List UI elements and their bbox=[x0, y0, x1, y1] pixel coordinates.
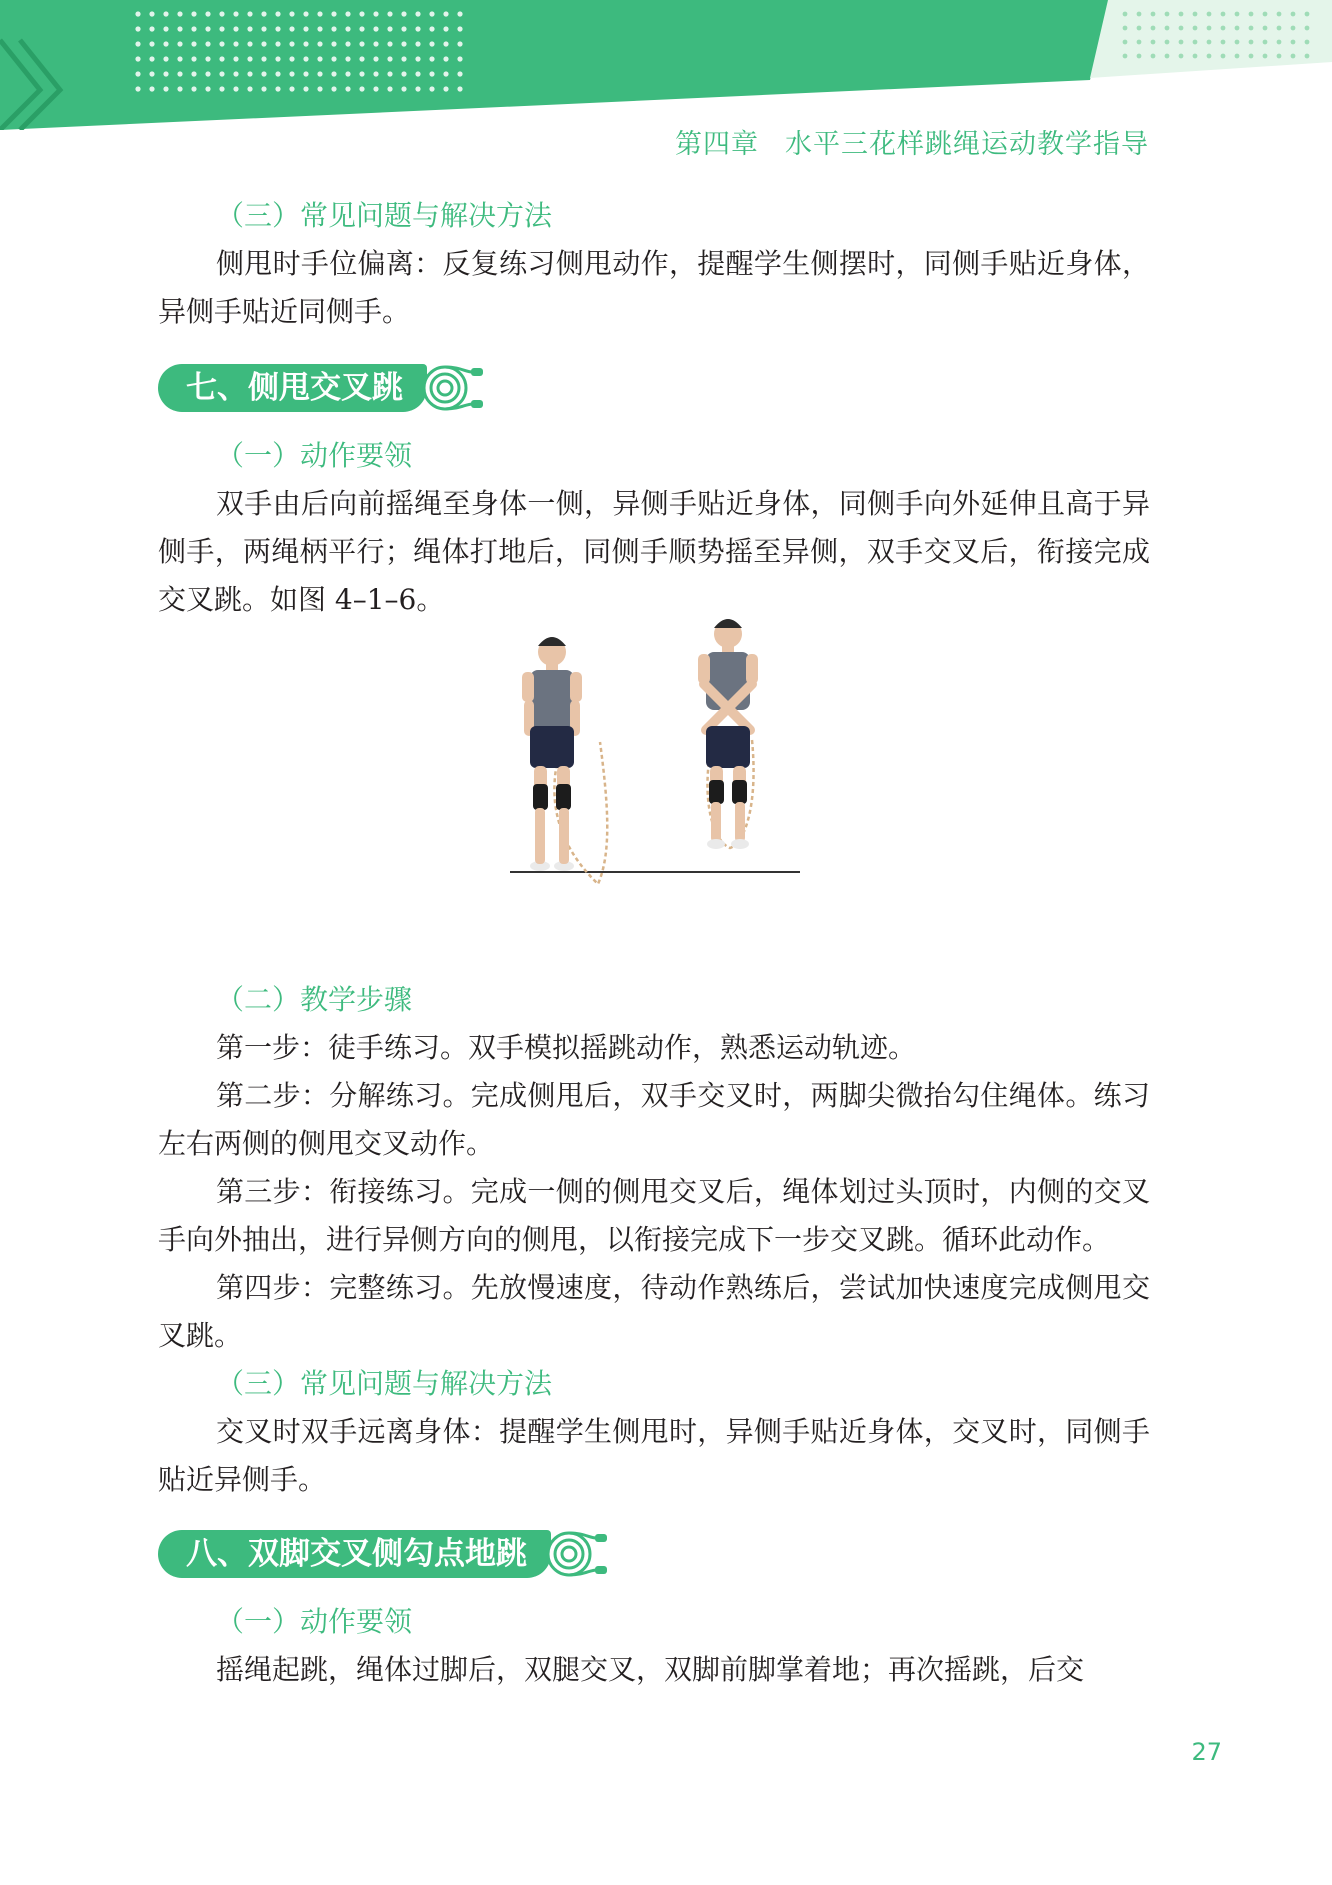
key-points-block-2 bbox=[158, 1598, 1150, 1694]
jump-rope-icon bbox=[545, 1530, 611, 1578]
section-title: 八、双脚交叉侧勾点地跳 bbox=[158, 1530, 551, 1578]
chapter-number: 第四章 bbox=[675, 129, 759, 160]
subheading: （三）常见问题与解决方法 bbox=[216, 199, 553, 232]
paragraph: 摇绳起跳，绳体过脚后，双腿交叉，双脚前脚掌着地；再次摇跳，后交 bbox=[216, 1653, 1085, 1686]
section-heading-8 bbox=[158, 1530, 611, 1578]
step-4-paragraph: 第四步：完整练习。先放慢速度，待动作熟练后，尝试加快速度完成侧甩交叉跳。 bbox=[158, 1271, 1150, 1352]
step-3-paragraph: 第三步：衔接练习。完成一侧的侧甩交叉后，绳体划过头顶时，内侧的交叉手向外抽出，进行异侧方向的侧甩，以衔接完成下一步交叉跳。循环此动作。 bbox=[158, 1175, 1150, 1256]
jumper-figure-1 bbox=[522, 637, 607, 884]
problems-block-1 bbox=[158, 192, 1150, 336]
paragraph: 侧甩时手位偏离：反复练习侧甩动作，提醒学生侧摆时，同侧手贴近身体，异侧手贴近同侧手。 bbox=[158, 247, 1150, 328]
header-banner bbox=[0, 0, 1332, 130]
subheading: （三）常见问题与解决方法 bbox=[216, 1367, 553, 1400]
section-heading-7 bbox=[158, 364, 487, 412]
figure-illustration bbox=[500, 612, 810, 902]
key-points-block bbox=[158, 432, 1150, 624]
chapter-title: 水平三花样跳绳运动教学指导 bbox=[785, 129, 1149, 160]
paragraph: 双手由后向前摇绳至身体一侧，异侧手贴近身体，同侧手向外延伸且高于异侧手，两绳柄平行；绳体打地后，同侧手顺势摇至异侧，双手交叉后，衔接完成交叉跳。如图 4–1–6。 bbox=[158, 487, 1150, 616]
section-title: 七、侧甩交叉跳 bbox=[158, 364, 427, 412]
paragraph: 交叉时双手远离身体：提醒学生侧甩时，异侧手贴近身体，交叉时，同侧手贴近异侧手。 bbox=[158, 1415, 1150, 1496]
jump-rope-icon bbox=[421, 364, 487, 412]
page-number: 27 bbox=[1191, 1738, 1222, 1766]
subheading: （一）动作要领 bbox=[216, 1605, 413, 1638]
teaching-steps-block bbox=[158, 976, 1150, 1504]
jumper-figure-2 bbox=[698, 619, 758, 849]
figure-caption bbox=[528, 934, 550, 959]
step-2-paragraph: 第二步：分解练习。完成侧甩后，双手交叉时，两脚尖微抬勾住绳体。练习左右两侧的侧甩交叉动作。 bbox=[158, 1079, 1150, 1160]
subheading: （一）动作要领 bbox=[216, 439, 413, 472]
step-1-paragraph: 第一步：徒手练习。双手模拟摇跳动作，熟悉运动轨迹。 bbox=[216, 1031, 917, 1064]
subheading: （二）教学步骤 bbox=[216, 983, 413, 1016]
chapter-header bbox=[675, 122, 1149, 161]
